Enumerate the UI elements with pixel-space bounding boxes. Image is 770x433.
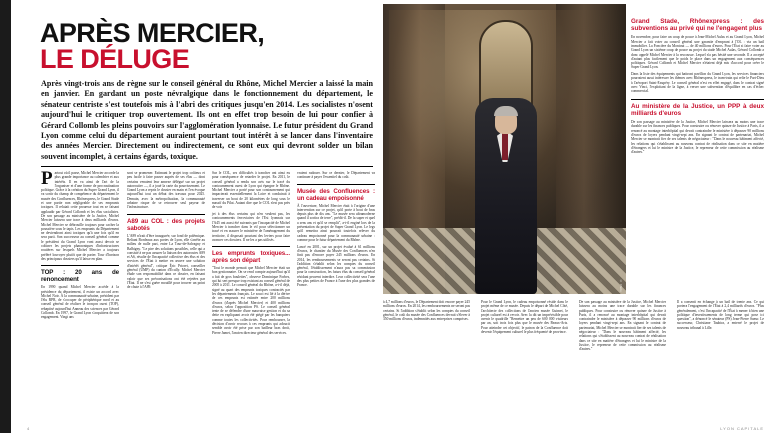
headline-line-2: LE DÉLUGE — [40, 44, 190, 74]
column-6 — [481, 300, 568, 337]
divider-rule — [41, 265, 119, 266]
paragraph: Il a consenti en échange à un bail de trente ans. Ce qui portera l'engagement de l'État à 2,4 milliards d'euros. "Plus généralement, c'est l'incapacité de l'État à mener à bien une politique d'investissements de long terme qui pose ici question", a dénoncé le sénateur (PS) Jean-Pierre Sueur. Le successeur, Christiane Taubira, a enterré le projet de nouveau tribunal à Lille. — [677, 300, 764, 330]
page-title — [40, 20, 370, 72]
paragraph: Partout où il passe, Michel Mercier accorde la plus grande importance au calendrier et aux intérêts. Il en va ainsi de l'art de la l'organiser et d'une forme de procrastination politique. Grâce à la création du Super Grand Lyon, il va sortir du champ de compétence du département le musée des Confluences, Rhônexpress, le Grand Stade et une partie non négligeable de ses emprunts toxiques. Il relaiait cette prouesse tout en se faisant applaudir par Gérard Collomb et les élus socialistes. De son passage au ministère de la Justice, Michel Mercier laissera une trace à deux milliards d'euros. Michel Mercier se débrouille toujours pour cacher la poussière sous le tapis. Les emprunts du Département ne deviendront ainsi toxiques qu'à une fois qu'il en sera parti. Son successeur au conseil général comme le président du Grand Lyon vont aussi devoir se coltiner les projets pharaoniques d'infrastructures routières sur lesquels Michel Mercier a toujours préféré louvoyer plutôt que de parier. Tour d'horizon des principaux dossiers qu'il laisse en plan. — [41, 168, 119, 261]
spine-tab — [0, 0, 11, 433]
section-heading: TOP : 20 ans de renoncement — [41, 269, 119, 284]
divider-rule — [297, 184, 375, 185]
paragraph: Dans la liste des équipements qui battront pavillon du Grand Lyon, les services financiers pourraient aussi intéresser les thèmes avec Rhônexpress, le tram-train qui relie le Part-Dieu à l'aéroport Saint-Exupéry. Le conseil général n'est en effet engagé, dans le contrat signé avec Vinci, l'exploitant de la ligne, à verser une subvention d'équilibre en cas d'échec commercial. — [631, 72, 764, 94]
column-7 — [579, 300, 666, 354]
column-5 — [383, 300, 470, 324]
column-8 — [677, 300, 764, 332]
paragraph: sont se promener. Estimant le projet trop coûteux et peu facile à faire passer auprès de ses élus — dont certains venaient leur annexe délégué sur un projet autoroutier —, il a joué la carte du pourrissement. Le Grand Lyon a repris le dossier en main et l'en évoque aujourd'hui tout un début des travaux pour 2025. Demain, avec la métropolisation, la communauté urbaine risque de se retrouver seul payeur de l'infrastructure. — [127, 171, 205, 210]
column-1 — [41, 168, 119, 423]
left-page — [11, 0, 380, 433]
headline-line-1: APRÈS MERCIER, — [40, 18, 265, 48]
photo-subject-tie — [502, 132, 508, 160]
article-columns — [41, 168, 375, 423]
column-3 — [212, 171, 290, 423]
paragraph: jet à des élus certains qui n'en veulent pas, les contournements ferroviaires de l'Est lyonnais sur l'A45 ont aussi été suivants par l'incapacité de Michel Mercier à trancher dans le vif pour sélectionner un tracé et en assurer le ministère de l'aménagement du territoire, il disposait pourtant des leviers pour faire avancer ces dossiers. Il ne les a pas utilisés. — [212, 212, 290, 242]
folio-right: LYON CAPITALE — [720, 426, 764, 431]
section-heading: Musée des Confluences : un cadeau empoisonné — [297, 187, 375, 202]
section-heading: Au ministère de la Justice, un PPP à deux milliards d'euros — [631, 102, 764, 117]
paragraph: "Tout le monde pensait que Michel Mercier était un bon gestionnaire. On se rend compte aujourd'hui qu'il a fait de gros boulettes", observe Dominique Forbes, qui lui sert presque trop existant au conseil général de 2005 à 2011. Le conseil général du Rhône, a-t-il déjà, signé au quart des emprunts toxiques contractés par les départements français. Le souci est lié à la dérive de ces emprunts est estimée entre 200 millions d'euros (d'après Michel Mercier) et 400 millions d'euros, selon l'opposition PS. Le conseil général tente de se défendre d'une mauvaise gestion et du sa dette en expliquant avoir été piégé par les banquiers comme toutes les collectivités. Pour rembourser, la décision d'avoir recours à ces emprunts qui adoucit semble avoir été prise par son bailleur bras droit, Pierre Jamet, l'ancien directeur général des services. — [212, 266, 290, 335]
paragraph: à 4,7 millions d'euros, le Département doit encore payer 245 millions d'euros. En 2014, les remboursements ne seront pas certains. Si l'addition s'établit selon les comptes du conseil général, le coût du musée des Confluences devrait s'élever à 350 millions d'euros, indemnités aux entreprises comprises. — [383, 300, 470, 322]
paragraph: Lancé en 2001, sur un projet évalué à 61 millions d'euros, le chantier du Musée des Confluences n'en finit pas d'encore payer 245 millions d'euros. En 2014, les remboursements se seront pas certains. Si l'addition s'établit selon les comptes du conseil général, l'établissement n'aura pas sa commission pour la construction, les futurs élus du conseil général résidant peuvent interdire. Leur collectivité sera l'une des plus petites de France à l'une des plus grandes de France. — [297, 244, 375, 288]
section-heading: Les emprunts toxiques... après son départ — [212, 250, 290, 265]
right-bottom-columns — [383, 300, 764, 428]
section-heading: A89 au COL : des projets sabotés — [127, 217, 205, 232]
divider-rule — [41, 166, 373, 167]
divider-rule — [127, 214, 205, 215]
divider-rule — [212, 246, 290, 247]
standfirst: Après vingt-trois ans de règne sur le conseil général du Rhône, Michel Mercier a laissé la main en janvier. En gardant un poste névralgique dans le fonctionnement du département, le sénateur centriste s'est toutefois mis à l'abri des critiques jusqu'en 2014. Les socialistes n'osent aujourd'hui le critiquer trop ouvertement. Ils ont en effet trop besoin de lui pour confier à Gérard Collomb les pleins pouvoirs sur l'agglomération lyonnaise. Le futur président du Grand Lyon comme celui du département auraient pourtant tout intérêt à se lancer dans l'inventaire des années Mercier. Directement ou indirectement, ce sont eux qui devront solder un bilan souvent incomplet, à certains égards, toxique. — [41, 79, 373, 161]
paragraph: En novembre, pour faire un coup de pouce à Jean-Michel Aulas et au Grand Lyon, Michel Mercier a fait voter au conseil général une garantie d'emprunt à l'OL : via un bail immobilier. La Foncière du Montout — de 40 millions d'euros. Pour l'État si faire voter au Grand Lyon un sixième coup de pouce au projet du stade Michel Aulas, Gérard Collomb a donc appelé Michel Mercier à la rescousse. Lequel n'a pas hésité une seconde. Il a accepté d'autant plus facilement que le poids le place dans un engagement aux conséquences politiques. Gérard Collomb et Michel Mercier n'étaient déjà mis d'accord pour créer le Super Grand Lyon. — [631, 35, 764, 70]
section-heading: Grand Stade, Rhônexpress : des subventions au privé qui ne l'engagent plus — [631, 18, 764, 33]
divider-rule — [631, 99, 764, 100]
folio-left: 4 — [27, 426, 30, 431]
portrait-photo — [383, 4, 626, 294]
right-sidebar-column — [631, 18, 764, 157]
column-4 — [297, 171, 375, 423]
column-2 — [127, 171, 205, 423]
paragraph: Pour le Grand Lyon, le cadeau empoisonné réside dans le projet même de ce musée. Depuis le départ de Michel Côté, l'architecte des collections de l'ancien musée Guimet, le projet culturel est à revoir. Avec la dit un imprévisible pour avenir le quadrille "Remettre un peu de 600 000 visiteurs par an, soit trois fois plus que le musée des Beaux-Arts. Pour atteindre cet objectif, le patron de la Confluence doit devenir l'équipement culturel le plus fréquenté de province. — [481, 300, 568, 335]
paragraph: En 1990 quand Michel Mercier accède à la présidence du département, il existe un accord avec Michel Noir. À la communauté urbaine, président par l'élu RPR, de s'occuper de périphérique nord et au conseil général de réaliser le tronçon ouest (TOP), rebaptisé aujourd'hui Anneau des sciences par Gérard Collomb. En 1997, le Grand Lyon s'acquittera de son engagement. Vingt ans — [41, 285, 119, 320]
photo-subject-hair — [494, 106, 518, 116]
paragraph: L'A89 n'irait d'être inaugurée, sur fond de polémique. Reliant Bordeaux aux portes de Lyon, elle s'arrête au milieu de nulle part, entre La Tour-de-Salvagny et Balbigny. "Le pire des solutions possibles, celle qui a consisté à ne pas assurer la liaison des autoroutes A89 et A6, résulte de l'incapacité collective des élus et des services de l'État à mettre en œuvre une solution d'intérêt général", critique Éric Prioret, conseiller général (UMP) du canton d'Écully. Michel Mercier élude son responsabilité dans ce dossier, en faisant valoir que ses préconisations ont été rejetées par l'État. Il ne s'est guère mouillé pour trouver un point de chute à l'A89. — [127, 233, 205, 290]
photo-credit: © Photo — [619, 279, 623, 292]
paragraph: De son passage au ministère de la Justice, Michel Mercier laissera au moins une trace durable sur les finances publiques. Pour construire ou rénover quinze de Justice à Paris, il a renoncé au montage interhôpital qui devait contraindre le ministère à dépasser 90 millions d'euros de loyers pendant vingt-sept ans. En signant le contrat de partenariat, Michel Mercier se montrait fier de ses talents de négociateur : "Dans le nouveau bâtiment affecté, les relations qui s'établissent au nouveau contrat de réalisation dans ce site en matière d'étrangers et lui le ministre de la Justice, le repreneur de cette commission au réalisme d'autres." — [631, 120, 764, 155]
paragraph: À l'ouverture, Michel Mercier était à l'origine d'une intervention sur ce projet, qu'il porte à bout de bras depuis plus de dix ans. "Le musée sera ultramoderne quand il sortira de terre", prédit-il. De la super et quel a sens ans et qu'il se remplit", a-t-il enginé lors de la présentation du projet de Super Grand Lyon. Le legs qu'il remettra ainsi pourrait toutefois relever du cadeau empoisonné pour la communauté urbaine : comme pour le futur département du Rhône. — [297, 203, 375, 242]
paragraph: Sur le COL, ses difficultés à trancher ont ainsi eu pour conséquence de retarder le projet. En 2011, le conseil général a rendu son avis sur le tracé du contournement ouest de Lyon qui épargne le Rhône. Michel Mercier a porté pour son contournement qui impacterait essentiellement la Loire et conduirait à traverser un bout de 20 kilomètres de long sous le massif du Pilat. Autant dire que le COL n'est pas près de voir — [212, 171, 290, 210]
paragraph: De son passage au ministère de la Justice, Michel Mercier laissera au moins une trace durable sur les finances publiques. Pour construire ou rénover quinze de Justice à Paris, il a renoncé au montage interhôpital qui devait contraindre le ministère à dépasser 90 millions d'euros de loyers pendant vingt-sept ans. En signant le contrat de partenariat, Michel Mercier se montrait fier de ses talents de négociateur : "Dans le nouveau bâtiment affecté, les relations qui s'établissent au nouveau contrat de réalisation dans ce site en matière d'étrangers et lui le ministre de la Justice, le repreneur de cette commission au réalisme d'autres." — [579, 300, 666, 352]
paragraph: vraient radouer. Sur ce dernier, le Département va continuer à payer l'essentiel du coût. — [297, 171, 375, 180]
